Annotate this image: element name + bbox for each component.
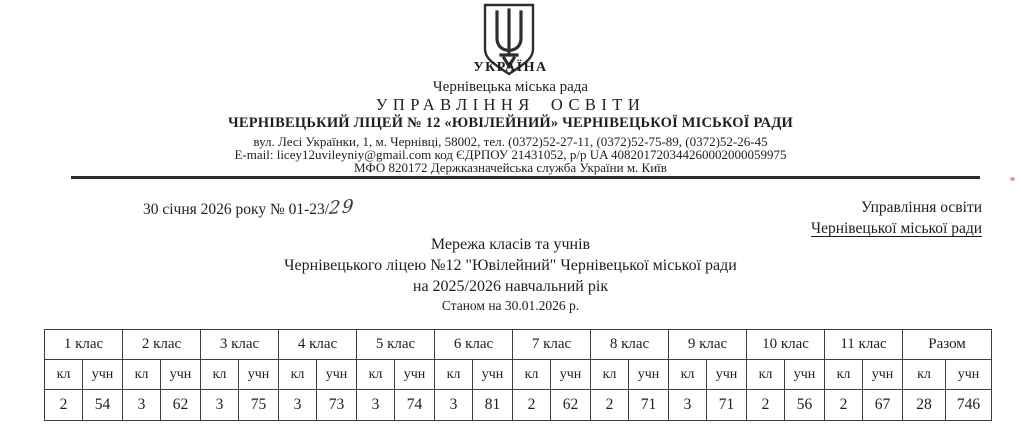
addressee-block xyxy=(811,197,982,239)
uchn-value: 56 xyxy=(785,390,825,421)
kl-value: 3 xyxy=(669,390,707,421)
class-group-header: 7 клас xyxy=(513,330,591,360)
kl-value: 2 xyxy=(45,390,83,421)
addressee-line1: Управління освіти xyxy=(861,199,982,216)
uchn-subheader: учн xyxy=(629,360,669,390)
uchn-subheader: учн xyxy=(161,360,201,390)
kl-subheader: кл xyxy=(123,360,161,390)
network-table xyxy=(44,329,992,421)
institution-line: ЧЕРНІВЕЦЬКИЙ ЛІЦЕЙ № 12 «ЮВІЛЕЙНИЙ» ЧЕРНІВЕЦЬКОЇ МІСЬКОЇ РАДИ xyxy=(228,115,793,131)
class-group-header: 1 клас xyxy=(45,330,123,360)
country-name: УКРАЇНА xyxy=(473,60,548,75)
uchn-subheader: учн xyxy=(946,360,992,390)
uchn-subheader: учн xyxy=(785,360,825,390)
uchn-subheader: учн xyxy=(83,360,123,390)
class-group-header: 6 клас xyxy=(435,330,513,360)
kl-value: 3 xyxy=(201,390,239,421)
class-group-header: 3 клас xyxy=(201,330,279,360)
doc-title-line1: Мережа класів та учнів xyxy=(430,236,591,253)
scan-artifact-dot xyxy=(1010,177,1015,181)
kl-subheader: кл xyxy=(669,360,707,390)
email-line: E-mail: licey12uvileyniy@gmail.com код ЄДРПОУ 21431052, р/р UA 408201720344260002000059975 xyxy=(234,147,787,162)
addressee-line2: Чернівецької міської ради xyxy=(811,220,982,237)
uchn-value: 71 xyxy=(707,390,747,421)
date-number-text: 30 січня 2026 року № 01-23/ xyxy=(143,201,330,218)
uchn-value: 62 xyxy=(161,390,201,421)
kl-subheader: кл xyxy=(357,360,395,390)
class-group-header: 10 клас xyxy=(747,330,825,360)
uchn-subheader: учн xyxy=(863,360,903,390)
doc-title-line4: Станом на 30.01.2026 р. xyxy=(441,298,580,313)
class-group-header: 4 клас xyxy=(279,330,357,360)
kl-value: 2 xyxy=(591,390,629,421)
kl-subheader: кл xyxy=(825,360,863,390)
class-group-header: 8 клас xyxy=(591,330,669,360)
kl-subheader: кл xyxy=(201,360,239,390)
kl-subheader: кл xyxy=(279,360,317,390)
kl-subheader: кл xyxy=(903,360,946,390)
kl-subheader: кл xyxy=(591,360,629,390)
kl-subheader: кл xyxy=(747,360,785,390)
class-group-header: Разом xyxy=(903,330,992,360)
date-number-line xyxy=(143,198,355,219)
kl-value: 28 xyxy=(903,390,946,421)
class-group-header: 2 клас xyxy=(123,330,201,360)
uchn-subheader: учн xyxy=(239,360,279,390)
uchn-value: 81 xyxy=(473,390,513,421)
kl-value: 2 xyxy=(747,390,785,421)
kl-value: 3 xyxy=(123,390,161,421)
uchn-value: 67 xyxy=(863,390,903,421)
uchn-value: 62 xyxy=(551,390,591,421)
uchn-value: 73 xyxy=(317,390,357,421)
uchn-value: 746 xyxy=(946,390,992,421)
doc-title-block xyxy=(0,234,1021,315)
bank-line: МФО 820172 Держказначейська служба України м. Київ xyxy=(354,160,667,175)
kl-subheader: кл xyxy=(435,360,473,390)
city-council-line: Чернівецька міська рада xyxy=(432,79,589,95)
uchn-subheader: учн xyxy=(707,360,747,390)
uchn-subheader: учн xyxy=(395,360,435,390)
kl-value: 3 xyxy=(357,390,395,421)
kl-value: 2 xyxy=(513,390,551,421)
kl-value: 3 xyxy=(435,390,473,421)
department-line: УПРАВЛІННЯ ОСВІТИ xyxy=(375,95,646,114)
kl-value: 2 xyxy=(825,390,863,421)
uchn-value: 54 xyxy=(83,390,123,421)
doc-title-line2: Чернівецького ліцею №12 "Ювілейний" Чернівецької міської ради xyxy=(284,257,737,274)
class-group-header: 11 клас xyxy=(825,330,903,360)
handwritten-doc-number: 29 xyxy=(328,196,356,219)
doc-title-line3: на 2025/2026 навчальний рік xyxy=(412,278,609,295)
uchn-value: 74 xyxy=(395,390,435,421)
kl-subheader: кл xyxy=(513,360,551,390)
uchn-subheader: учн xyxy=(551,360,591,390)
address-line: вул. Лесі Українки, 1, м. Чернівці, 58002, тел. (0372)52-27-11, (0372)52-75-89, (0372)52-26-45 xyxy=(253,134,768,149)
header-divider xyxy=(71,176,980,179)
class-group-header: 5 клас xyxy=(357,330,435,360)
kl-value: 3 xyxy=(279,390,317,421)
uchn-subheader: учн xyxy=(317,360,357,390)
class-group-header: 9 клас xyxy=(669,330,747,360)
uchn-subheader: учн xyxy=(473,360,513,390)
uchn-value: 75 xyxy=(239,390,279,421)
kl-subheader: кл xyxy=(45,360,83,390)
uchn-value: 71 xyxy=(629,390,669,421)
